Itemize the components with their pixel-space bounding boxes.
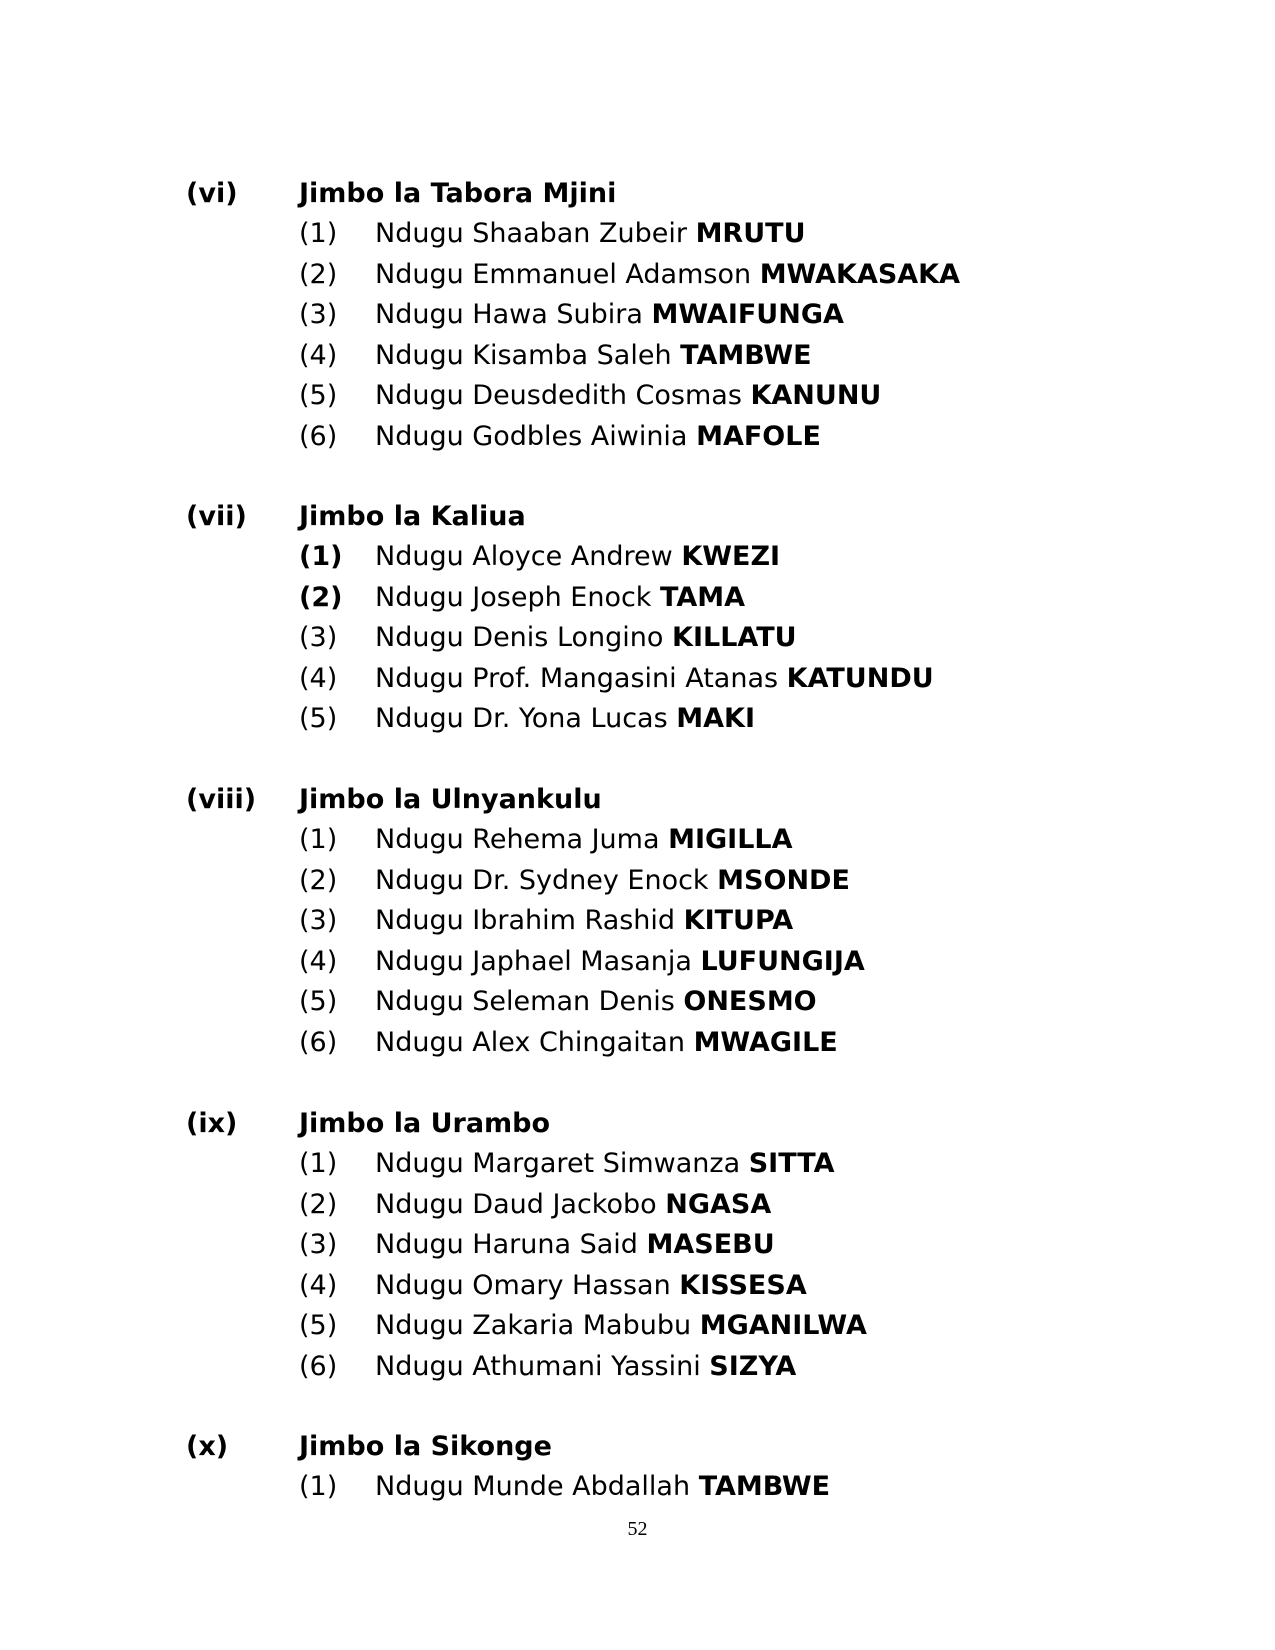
given-name: Ndugu Deusdedith Cosmas xyxy=(375,380,742,412)
list-item xyxy=(0,1306,1275,1347)
section-numeral: (vi) xyxy=(186,178,238,209)
list-item xyxy=(0,295,1275,336)
list-item xyxy=(0,861,1275,902)
surname: MWAIFUNGA xyxy=(651,299,844,331)
surname: MSONDE xyxy=(717,864,850,896)
surname: KILLATU xyxy=(672,622,797,654)
item-number: (6) xyxy=(299,1026,338,1058)
item-number: (5) xyxy=(299,986,338,1018)
list-item xyxy=(0,336,1275,377)
surname: ONESMO xyxy=(683,986,817,1018)
given-name: Ndugu Daud Jackobo xyxy=(375,1188,657,1220)
surname: TAMBWE xyxy=(698,1471,831,1502)
list-item xyxy=(0,1347,1275,1388)
list-item xyxy=(0,1144,1275,1185)
item-number: (2) xyxy=(299,864,338,896)
item-number: (2) xyxy=(299,258,338,290)
list-item xyxy=(0,537,1275,578)
given-name: Ndugu Prof. Mangasini Atanas xyxy=(375,662,779,694)
section-heading xyxy=(0,497,1275,537)
list-item xyxy=(0,982,1275,1023)
section-heading xyxy=(0,1427,1275,1467)
section-title: Jimbo la Tabora Mjini xyxy=(299,178,617,209)
given-name: Ndugu Zakaria Mabubu xyxy=(375,1310,692,1342)
given-name: Ndugu Hawa Subira xyxy=(375,299,643,331)
given-name: Ndugu Kisamba Saleh xyxy=(375,339,672,371)
section-heading xyxy=(0,174,1275,214)
item-number: (4) xyxy=(299,662,338,694)
surname: KISSESA xyxy=(679,1269,807,1301)
given-name: Ndugu Denis Longino xyxy=(375,622,664,654)
surname: TAMBWE xyxy=(680,339,812,371)
given-name: Ndugu Joseph Enock xyxy=(375,581,652,613)
section-kaliua xyxy=(0,497,1275,740)
item-number: (3) xyxy=(299,622,338,654)
list-item xyxy=(0,942,1275,983)
item-number: (1) xyxy=(299,824,338,855)
section-numeral: (viii) xyxy=(186,784,257,815)
surname: MASEBU xyxy=(646,1229,775,1261)
given-name: Ndugu Shaaban Zubeir xyxy=(375,218,687,249)
section-numeral: (ix) xyxy=(186,1108,238,1139)
given-name: Ndugu Margaret Simwanza xyxy=(375,1148,741,1179)
item-number: (2) xyxy=(299,1188,338,1220)
given-name: Ndugu Japhael Masanja xyxy=(375,945,692,977)
given-name: Ndugu Munde Abdallah xyxy=(375,1471,691,1502)
given-name: Ndugu Omary Hassan xyxy=(375,1269,671,1301)
item-number: (1) xyxy=(299,1148,338,1179)
item-number: (6) xyxy=(299,1350,338,1382)
section-heading xyxy=(0,1104,1275,1144)
item-number: (3) xyxy=(299,299,338,331)
surname: MWAGILE xyxy=(693,1026,838,1058)
page-number: 52 xyxy=(627,1518,648,1540)
list-item xyxy=(0,1023,1275,1064)
list-item xyxy=(0,578,1275,619)
item-number: (4) xyxy=(299,339,338,371)
item-number: (5) xyxy=(299,1310,338,1342)
surname: SIZYA xyxy=(709,1350,797,1382)
given-name: Ndugu Alex Chingaitan xyxy=(375,1026,685,1058)
given-name: Ndugu Ibrahim Rashid xyxy=(375,905,676,937)
item-number: (1) xyxy=(299,541,343,572)
surname: KATUNDU xyxy=(786,662,934,694)
section-tabora-mjini xyxy=(0,174,1275,458)
list-item xyxy=(0,659,1275,700)
given-name: Ndugu Dr. Yona Lucas xyxy=(375,703,668,735)
surname: MWAKASAKA xyxy=(759,258,960,290)
list-item xyxy=(0,699,1275,740)
list-item xyxy=(0,255,1275,296)
item-number: (3) xyxy=(299,905,338,937)
surname: KWEZI xyxy=(681,541,781,572)
item-number: (4) xyxy=(299,945,338,977)
list-item xyxy=(0,1185,1275,1226)
list-item xyxy=(0,417,1275,458)
section-urambo xyxy=(0,1104,1275,1388)
list-item xyxy=(0,214,1275,255)
surname: KITUPA xyxy=(683,905,794,937)
list-item xyxy=(0,618,1275,659)
list-item xyxy=(0,901,1275,942)
section-title: Jimbo la Ulnyankulu xyxy=(299,784,602,815)
item-number: (5) xyxy=(299,703,338,735)
list-item xyxy=(0,1266,1275,1307)
item-number: (4) xyxy=(299,1269,338,1301)
surname: MAFOLE xyxy=(696,420,821,452)
section-title: Jimbo la Sikonge xyxy=(299,1431,552,1462)
given-name: Ndugu Emmanuel Adamson xyxy=(375,258,752,290)
list-item xyxy=(0,376,1275,417)
section-sikonge xyxy=(0,1427,1275,1508)
section-title: Jimbo la Kaliua xyxy=(299,501,526,532)
list-item xyxy=(0,1225,1275,1266)
surname: MAKI xyxy=(676,703,755,735)
given-name: Ndugu Haruna Said xyxy=(375,1229,638,1261)
section-numeral: (vii) xyxy=(186,501,247,532)
surname: MGANILWA xyxy=(699,1310,867,1342)
item-number: (2) xyxy=(299,581,343,613)
surname: SITTA xyxy=(748,1148,835,1179)
surname: MIGILLA xyxy=(668,824,793,855)
item-number: (1) xyxy=(299,1471,338,1502)
surname: LUFUNGIJA xyxy=(700,945,865,977)
list-item xyxy=(0,1467,1275,1508)
surname: NGASA xyxy=(665,1188,772,1220)
item-number: (5) xyxy=(299,380,338,412)
section-numeral: (x) xyxy=(186,1431,229,1462)
section-ulnyankulu xyxy=(0,780,1275,1064)
list-item xyxy=(0,820,1275,861)
given-name: Ndugu Godbles Aiwinia xyxy=(375,420,688,452)
surname: KANUNU xyxy=(750,380,882,412)
given-name: Ndugu Rehema Juma xyxy=(375,824,660,855)
section-title: Jimbo la Urambo xyxy=(299,1108,551,1139)
item-number: (1) xyxy=(299,218,338,249)
surname: TAMA xyxy=(660,581,746,613)
item-number: (3) xyxy=(299,1229,338,1261)
section-heading xyxy=(0,780,1275,820)
item-number: (6) xyxy=(299,420,338,452)
given-name: Ndugu Seleman Denis xyxy=(375,986,675,1018)
given-name: Ndugu Athumani Yassini xyxy=(375,1350,701,1382)
surname: MRUTU xyxy=(695,218,806,249)
given-name: Ndugu Dr. Sydney Enock xyxy=(375,864,709,896)
given-name: Ndugu Aloyce Andrew xyxy=(375,541,673,572)
